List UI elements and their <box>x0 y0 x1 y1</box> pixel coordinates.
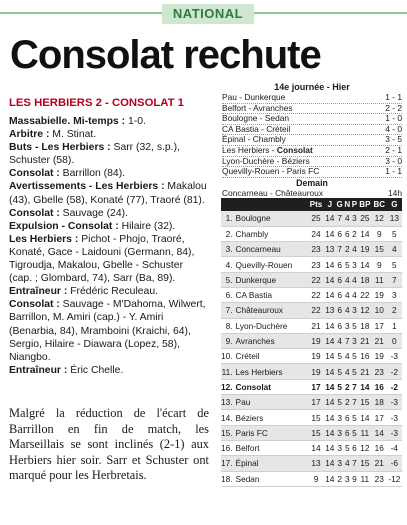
result-score: 2 - 2 <box>385 102 402 113</box>
team-cell: Concarneau <box>235 242 309 257</box>
stat-cell: 6 <box>344 410 351 425</box>
stat-cell: 14 <box>324 440 336 455</box>
article-lede: Malgré la réduction de l'écart de Barrillon en fin de match, les Marseillais se sont inclinés (2-1) aux Herbiers hier soir. Sarr et Schuster ont marqué pour les Herbretais. <box>9 406 209 483</box>
stat-cell: 14 <box>372 425 387 440</box>
result-score: 1 - 1 <box>385 92 402 102</box>
rank-cell: 16. <box>221 440 235 455</box>
result-teams <box>222 146 378 156</box>
stat-cell: 14 <box>358 226 372 241</box>
stat-cell: 0 <box>387 333 402 348</box>
detail-text: Frédéric Reculeau. <box>67 286 158 298</box>
stat-cell: 22 <box>308 272 324 287</box>
stat-cell: 4 <box>344 364 351 379</box>
stat-cell: 6 <box>336 318 344 333</box>
stat-cell: 5 <box>351 364 358 379</box>
stat-cell: 23 <box>308 257 324 272</box>
detail-line <box>9 364 209 377</box>
stat-cell: 5 <box>336 364 344 379</box>
result-teams: Lyon-Duchère - Béziers <box>222 156 310 166</box>
stat-cell: 2 <box>351 226 358 241</box>
result-score: 4 - 0 <box>385 123 402 134</box>
rank-cell: 2. <box>221 226 235 241</box>
team-cell: Épinal <box>235 456 309 471</box>
stat-cell: 11 <box>372 272 387 287</box>
stat-cell: 7 <box>344 333 351 348</box>
detail-label: Consolat : <box>9 168 60 180</box>
stat-cell: 3 <box>336 440 344 455</box>
stat-cell: 23 <box>308 242 324 257</box>
detail-text: Sauvage - M'Dahoma, Wilwert, Barrillon, M. Amiri (cap.) - Y. Amiri (Benarbia, 84), Mramboini (Kraichi, 64), Sergio, Hilaire - Diawara (Lopez, 58), Niangbo. <box>9 299 206 363</box>
stat-cell: 22 <box>308 287 324 302</box>
detail-label: Avertissements - Les Herbiers : <box>9 181 165 193</box>
stat-cell: 1 <box>387 318 402 333</box>
standings-row <box>221 471 402 486</box>
rank-cell: 12. <box>221 379 235 394</box>
standings-row <box>221 395 402 410</box>
detail-text: Makalou (43), Gbelle (58), Konaté (77), Traoré (81). <box>9 181 207 206</box>
stat-cell: 11 <box>358 471 372 486</box>
match-report <box>9 96 209 377</box>
rank-cell: 15. <box>221 425 235 440</box>
stat-cell: -3 <box>387 349 402 364</box>
team-cell: Châteauroux <box>235 303 309 318</box>
detail-label: Consolat : <box>9 299 60 311</box>
stat-cell: 7 <box>336 242 344 257</box>
detail-label: Massabielle. Mi-temps : <box>9 116 126 127</box>
result-teams: Épinal - Chambly <box>222 135 286 145</box>
stat-cell: 9 <box>372 257 387 272</box>
detail-text: Hilaire (32). <box>118 220 176 232</box>
stat-cell: 5 <box>344 257 351 272</box>
standings-header-cell: Pts <box>309 200 323 209</box>
standings-row <box>221 364 402 379</box>
detail-label: Consolat : <box>9 207 60 219</box>
standings-row <box>221 349 402 364</box>
stat-cell: 3 <box>336 410 344 425</box>
team-cell: Avranches <box>235 333 309 348</box>
stat-cell: -2 <box>387 379 402 394</box>
standings-row <box>221 410 402 425</box>
detail-line <box>9 298 209 363</box>
stat-cell: 16 <box>358 349 372 364</box>
stat-cell: 21 <box>358 364 372 379</box>
stat-cell: 22 <box>308 303 324 318</box>
tomorrow-title: Demain <box>296 177 328 188</box>
stat-cell: 14 <box>324 226 336 241</box>
stat-cell: 5 <box>351 425 358 440</box>
stat-cell: 4 <box>344 211 351 226</box>
detail-line <box>9 141 209 167</box>
standings-row <box>221 318 402 333</box>
stat-cell: 24 <box>308 226 324 241</box>
result-team-away: Consolat <box>276 145 313 155</box>
result-row <box>222 157 402 168</box>
detail-label: Les Herbiers : <box>9 233 79 245</box>
stat-cell: 18 <box>372 395 387 410</box>
stat-cell: 12 <box>372 211 387 226</box>
standings-row <box>221 272 402 287</box>
stat-cell: 19 <box>308 349 324 364</box>
stat-cell: 6 <box>351 440 358 455</box>
stat-cell: 7 <box>336 211 344 226</box>
stat-cell: 14 <box>358 257 372 272</box>
result-score: 3 - 5 <box>385 134 402 145</box>
detail-text: Pichot - Phojo, Traoré, Konaté, Gace - Laidouni (Germann, 84), Tigroudja, Makalou, Gbelle - Schuster (cap. ; Glombard, 74), Sarr (Ba, 89). <box>9 233 195 285</box>
stat-cell: 2 <box>344 379 351 394</box>
detail-text: Sarr (32, s.p.), Schuster (58). <box>9 142 180 167</box>
stat-cell: 4 <box>344 456 351 471</box>
stat-cell: 3 <box>351 257 358 272</box>
stat-cell: 17 <box>372 318 387 333</box>
stat-cell: 3 <box>351 333 358 348</box>
stat-cell: 17 <box>308 379 324 394</box>
standings-table <box>221 198 402 487</box>
detail-text: 1-0. <box>125 116 146 127</box>
team-cell: Dunkerque <box>235 272 309 287</box>
stat-cell: 7 <box>351 395 358 410</box>
stat-cell: 5 <box>351 349 358 364</box>
stat-cell: 4 <box>344 303 351 318</box>
team-cell: Béziers <box>235 410 309 425</box>
stat-cell: 25 <box>358 211 372 226</box>
rank-cell: 7. <box>221 303 235 318</box>
stat-cell: 3 <box>351 211 358 226</box>
stat-cell: 21 <box>358 333 372 348</box>
section-label: NATIONAL <box>162 4 254 24</box>
stat-cell: 14 <box>324 364 336 379</box>
detail-label: Entraîneur : <box>9 364 68 376</box>
stat-cell: 14 <box>324 349 336 364</box>
result-team-home: Les Herbiers - <box>222 145 277 155</box>
detail-line <box>9 285 209 298</box>
detail-line <box>9 180 209 206</box>
stat-cell: 21 <box>372 333 387 348</box>
stat-cell: 19 <box>372 349 387 364</box>
team-cell: Boulogne <box>235 211 309 226</box>
detail-text: Sauvage (24). <box>59 207 128 219</box>
rank-cell: 14. <box>221 410 235 425</box>
stat-cell: 18 <box>358 272 372 287</box>
stat-cell: 14 <box>324 379 336 394</box>
team-cell: Consolat <box>235 379 309 394</box>
standings-row <box>221 425 402 440</box>
result-row <box>222 167 402 178</box>
stat-cell: 4 <box>351 242 358 257</box>
stat-cell: 23 <box>372 364 387 379</box>
standings-header-cell <box>221 198 308 211</box>
stat-cell: -12 <box>387 471 402 486</box>
stat-cell: 6 <box>336 303 344 318</box>
stat-cell: 7 <box>351 456 358 471</box>
stat-cell: 9 <box>372 226 387 241</box>
stat-cell: 6 <box>336 257 344 272</box>
standings-header-cell: BC <box>373 200 386 209</box>
detail-line <box>9 220 209 233</box>
stat-cell: 23 <box>372 471 387 486</box>
standings-row <box>221 440 402 455</box>
stat-cell: 4 <box>387 242 402 257</box>
stat-cell: 17 <box>308 395 324 410</box>
team-cell: Pau <box>235 395 309 410</box>
fixture-time: 14h <box>388 187 402 198</box>
stat-cell: -3 <box>387 410 402 425</box>
stat-cell: 2 <box>344 242 351 257</box>
stat-cell: 25 <box>308 211 324 226</box>
stat-cell: 2 <box>387 303 402 318</box>
rank-cell: 4. <box>221 257 235 272</box>
stat-cell: 11 <box>358 425 372 440</box>
stat-cell: 12 <box>358 440 372 455</box>
stat-cell: 14 <box>324 395 336 410</box>
stat-cell: 14 <box>324 287 336 302</box>
result-row <box>222 114 402 125</box>
stat-cell: 3 <box>336 425 344 440</box>
standings-row <box>221 333 402 348</box>
stat-cell: 5 <box>344 440 351 455</box>
stat-cell: 3 <box>351 303 358 318</box>
stat-cell: -6 <box>387 456 402 471</box>
stat-cell: 15 <box>308 410 324 425</box>
stat-cell: 2 <box>336 471 344 486</box>
result-row <box>222 93 402 104</box>
stat-cell: 6 <box>336 287 344 302</box>
stat-cell: 15 <box>308 425 324 440</box>
rank-cell: 17. <box>221 456 235 471</box>
rank-cell: 6. <box>221 287 235 302</box>
stat-cell: 17 <box>372 410 387 425</box>
stat-cell: 14 <box>324 211 336 226</box>
stat-cell: 5 <box>336 395 344 410</box>
team-cell: Paris FC <box>235 425 309 440</box>
match-score-title: LES HERBIERS 2 - CONSOLAT 1 <box>9 97 184 109</box>
results-list <box>222 93 402 178</box>
detail-text: Barrillon (84). <box>59 168 126 180</box>
standings-header-cell: G <box>387 198 402 211</box>
stat-cell: 6 <box>336 272 344 287</box>
standings-header-cell: P <box>351 200 358 209</box>
standings-row <box>221 242 402 257</box>
stat-cell: 4 <box>344 287 351 302</box>
detail-text: Éric Chelle. <box>67 364 124 376</box>
stat-cell: 21 <box>372 456 387 471</box>
stat-cell: 13 <box>308 456 324 471</box>
detail-line <box>9 233 209 285</box>
stat-cell: 4 <box>336 333 344 348</box>
stat-cell: 13 <box>324 303 336 318</box>
result-row <box>222 135 402 146</box>
standings-row <box>221 456 402 471</box>
rank-cell: 5. <box>221 272 235 287</box>
detail-line <box>9 128 209 141</box>
team-cell: Chambly <box>235 226 309 241</box>
team-cell: Lyon-Duchère <box>235 318 309 333</box>
result-row <box>222 146 402 157</box>
standings-row <box>221 379 402 394</box>
stat-cell: 6 <box>336 226 344 241</box>
stat-cell: -3 <box>387 395 402 410</box>
stat-cell: 9 <box>308 471 324 486</box>
standings-row <box>221 226 402 241</box>
stat-cell: -4 <box>387 440 402 455</box>
result-score: 2 - 1 <box>385 144 402 155</box>
result-teams: CA Bastia - Créteil <box>222 124 291 134</box>
stat-cell: 14 <box>324 257 336 272</box>
stat-cell: 14 <box>358 410 372 425</box>
stat-cell: 13 <box>387 211 402 226</box>
result-teams: Pau - Dunkerque <box>222 93 286 102</box>
rank-cell: 9. <box>221 333 235 348</box>
standings-row <box>221 257 402 272</box>
stat-cell: 3 <box>336 456 344 471</box>
team-cell: Les Herbiers <box>235 364 309 379</box>
stat-cell: 18 <box>358 318 372 333</box>
stat-cell: 4 <box>344 349 351 364</box>
team-cell: Sedan <box>235 471 309 486</box>
stat-cell: 14 <box>308 440 324 455</box>
result-teams: Belfort - Avranches <box>222 103 293 113</box>
standings-header-cell: N <box>344 200 351 209</box>
section-banner <box>0 0 407 26</box>
stat-cell: 14 <box>324 272 336 287</box>
stat-cell: 4 <box>351 287 358 302</box>
stat-cell: 6 <box>344 425 351 440</box>
stat-cell: 14 <box>324 425 336 440</box>
standings-body <box>221 211 402 486</box>
stat-cell: 3 <box>344 471 351 486</box>
standings-header-cell: BP <box>359 200 371 209</box>
stat-cell: 7 <box>387 272 402 287</box>
rank-cell: 13. <box>221 395 235 410</box>
stat-cell: 3 <box>344 318 351 333</box>
stat-cell: 9 <box>351 471 358 486</box>
result-teams: Boulogne - Sedan <box>222 114 290 124</box>
stat-cell: 2 <box>344 395 351 410</box>
detail-line <box>9 167 209 180</box>
detail-label: Entraîneur : <box>9 286 68 298</box>
stat-cell: 3 <box>387 287 402 302</box>
stat-cell: 19 <box>308 333 324 348</box>
standings-header-cell: J <box>324 198 336 211</box>
stat-cell: 15 <box>358 456 372 471</box>
stat-cell: 5 <box>336 379 344 394</box>
stat-cell: 5 <box>387 226 402 241</box>
standings-row <box>221 303 402 318</box>
stat-cell: 10 <box>372 303 387 318</box>
detail-label: Buts - Les Herbiers : <box>9 142 111 154</box>
stat-cell: 6 <box>344 226 351 241</box>
team-cell: Quevilly-Rouen <box>235 257 309 272</box>
stat-cell: 13 <box>324 242 336 257</box>
rank-cell: 1. <box>221 211 235 226</box>
round-title: 14e journée - Hier <box>274 82 350 92</box>
stat-cell: 15 <box>372 242 387 257</box>
stat-cell: -3 <box>387 425 402 440</box>
result-row <box>222 104 402 115</box>
rank-cell: 10. <box>221 349 235 364</box>
detail-label: Expulsion - Consolat : <box>9 220 119 232</box>
stat-cell: 22 <box>358 287 372 302</box>
stat-cell: 19 <box>358 242 372 257</box>
detail-line <box>9 115 209 128</box>
stat-cell: 19 <box>308 364 324 379</box>
standings-header-cell: G <box>336 200 343 209</box>
headline: Consolat rechute <box>10 33 321 77</box>
stat-cell: 21 <box>308 318 324 333</box>
stat-cell: 7 <box>351 379 358 394</box>
standings-header-row <box>221 198 402 211</box>
team-cell: Créteil <box>235 349 309 364</box>
stat-cell: -2 <box>387 364 402 379</box>
result-score: 3 - 0 <box>385 155 402 166</box>
stat-cell: 14 <box>324 333 336 348</box>
match-details <box>9 115 209 377</box>
stat-cell: 14 <box>324 471 336 486</box>
round-results <box>222 82 402 199</box>
team-cell: Belfort <box>235 440 309 455</box>
rank-cell: 18. <box>221 471 235 486</box>
result-teams: Quevilly-Rouen - Paris FC <box>222 167 320 177</box>
stat-cell: 12 <box>358 303 372 318</box>
standings-row <box>221 287 402 302</box>
stat-cell: 4 <box>344 272 351 287</box>
result-row <box>222 125 402 136</box>
stat-cell: 14 <box>324 456 336 471</box>
detail-line <box>9 207 209 220</box>
stat-cell: 4 <box>351 272 358 287</box>
stat-cell: 5 <box>351 410 358 425</box>
team-cell: CA Bastia <box>235 287 309 302</box>
fixture-teams: Concarneau - Châteauroux <box>222 188 324 198</box>
stat-cell: 14 <box>358 379 372 394</box>
stat-cell: 19 <box>372 287 387 302</box>
standings-row <box>221 211 402 226</box>
stat-cell: 5 <box>387 257 402 272</box>
result-score: 1 - 0 <box>385 113 402 124</box>
stat-cell: 5 <box>351 318 358 333</box>
stat-cell: 14 <box>324 318 336 333</box>
stat-cell: 16 <box>372 440 387 455</box>
stat-cell: 5 <box>336 349 344 364</box>
stat-cell: 15 <box>358 395 372 410</box>
rank-cell: 8. <box>221 318 235 333</box>
result-score: 1 - 1 <box>385 166 402 177</box>
detail-label: Arbitre : <box>9 129 50 141</box>
rank-cell: 11. <box>221 364 235 379</box>
rank-cell: 3. <box>221 242 235 257</box>
stat-cell: 14 <box>324 410 336 425</box>
stat-cell: 16 <box>372 379 387 394</box>
detail-text: M. Stinat. <box>49 129 97 141</box>
